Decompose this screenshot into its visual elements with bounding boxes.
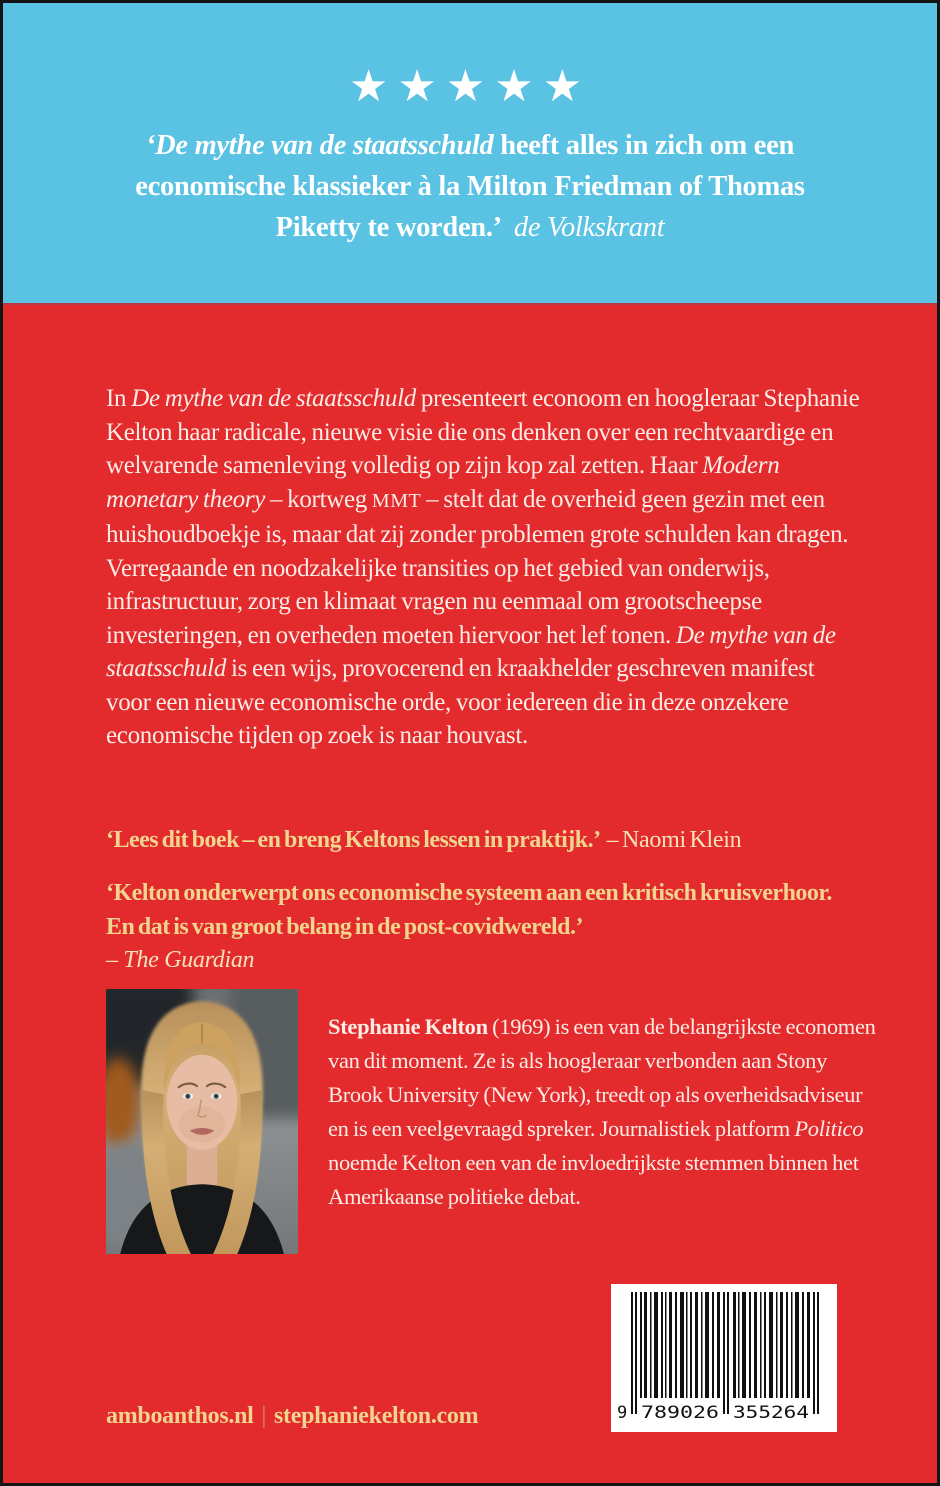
author-bio-politico: Politico	[794, 1115, 864, 1141]
author-bio	[328, 1010, 876, 1214]
synopsis-text-2: – kortweg	[265, 485, 372, 513]
author-portrait-photo	[106, 989, 298, 1254]
synopsis-text-1: presenteert econoom en hoogleraar Stephanie Kelton haar radicale, nieuwe visie die ons denken over een rechtvaardige en welvarende samenleving volledig op zijn kop zal zetten. Haar	[106, 385, 860, 479]
author-bio-text-2: noemde Kelton een van de invloedrijkste stemmen binnen het Amerikaanse politieke debat.	[328, 1149, 859, 1209]
synopsis-book-title-2: De mythe van de staatsschuld	[106, 621, 836, 682]
synopsis-mmt-title: Modern monetary theory	[106, 452, 780, 513]
banner-quote-text: heeft alles in zich om een economische klassieker à la Milton Friedman of Thomas Piketty te worden.’	[135, 130, 805, 243]
author-url: stephaniekelton.com	[274, 1403, 479, 1429]
endorsement-guardian	[106, 877, 851, 978]
banner-quote-book-title: ‘De mythe van de staatsschuld	[145, 130, 494, 161]
synopsis-paragraph	[106, 382, 861, 753]
barcode-right-digits: 355264	[733, 1403, 809, 1423]
author-name: Stephanie Kelton	[328, 1013, 488, 1039]
barcode-lead-digit: 9	[617, 1403, 628, 1423]
synopsis-mmt-abbr: MMT	[371, 489, 422, 512]
synopsis-lead: In	[106, 385, 132, 412]
klein-quote-source: – Naomi Klein	[606, 827, 742, 853]
barcode-left-digits: 789026	[641, 1403, 719, 1423]
guardian-quote-source: – The Guardian	[106, 947, 255, 973]
publisher-url: amboanthos.nl	[106, 1403, 254, 1429]
five-star-rating-icon: ★★★★★	[348, 62, 592, 111]
author-bio-text-1: (1969) is een van de belangrijkste economen van dit moment. Ze is als hoogleraar verbonden aan Stony Brook University (New York), treedt op als overheidsadviseur en is een veelgevraagd spreker. Journalistiek platform	[328, 1013, 876, 1141]
banner-quote	[110, 125, 830, 248]
barcode	[611, 1284, 837, 1432]
praise-banner	[3, 3, 937, 303]
author-section	[106, 987, 876, 1257]
guardian-quote-text: ‘Kelton onderwerpt ons economische systeem aan een kritisch kruisverhoor. En dat is van groot belang in de post-covidwereld.’	[106, 880, 832, 940]
klein-quote-text: ‘Lees dit boek – en breng Keltons lessen in praktijk.’	[106, 827, 601, 853]
footer-separator: |	[261, 1403, 266, 1429]
endorsement-naomi-klein	[106, 824, 906, 857]
synopsis-text-3: – stelt dat de overheid geen gezin met een huishoudboekje is, maar dat zij zonder problemen grote schulden kan dragen. Verregaande en noodzakelijke transities op het gebied van onderwijs, infrastructuur, zorg en klimaat vragen nu eenmaal om grootscheepse investeringen, en overheden moeten hiervoor het lef tonen.	[106, 485, 849, 649]
banner-quote-attribution: de Volkskrant	[513, 212, 665, 243]
synopsis-book-title-1: De mythe van de staatsschuld	[131, 385, 416, 412]
footer-links	[106, 1403, 478, 1430]
synopsis-text-4: is een wijs, provocerend en kraakhelder geschreven manifest voor een nieuwe economische orde, voor iedereen die in deze onzekere economische tijden op zoek is naar houvast.	[106, 655, 815, 749]
